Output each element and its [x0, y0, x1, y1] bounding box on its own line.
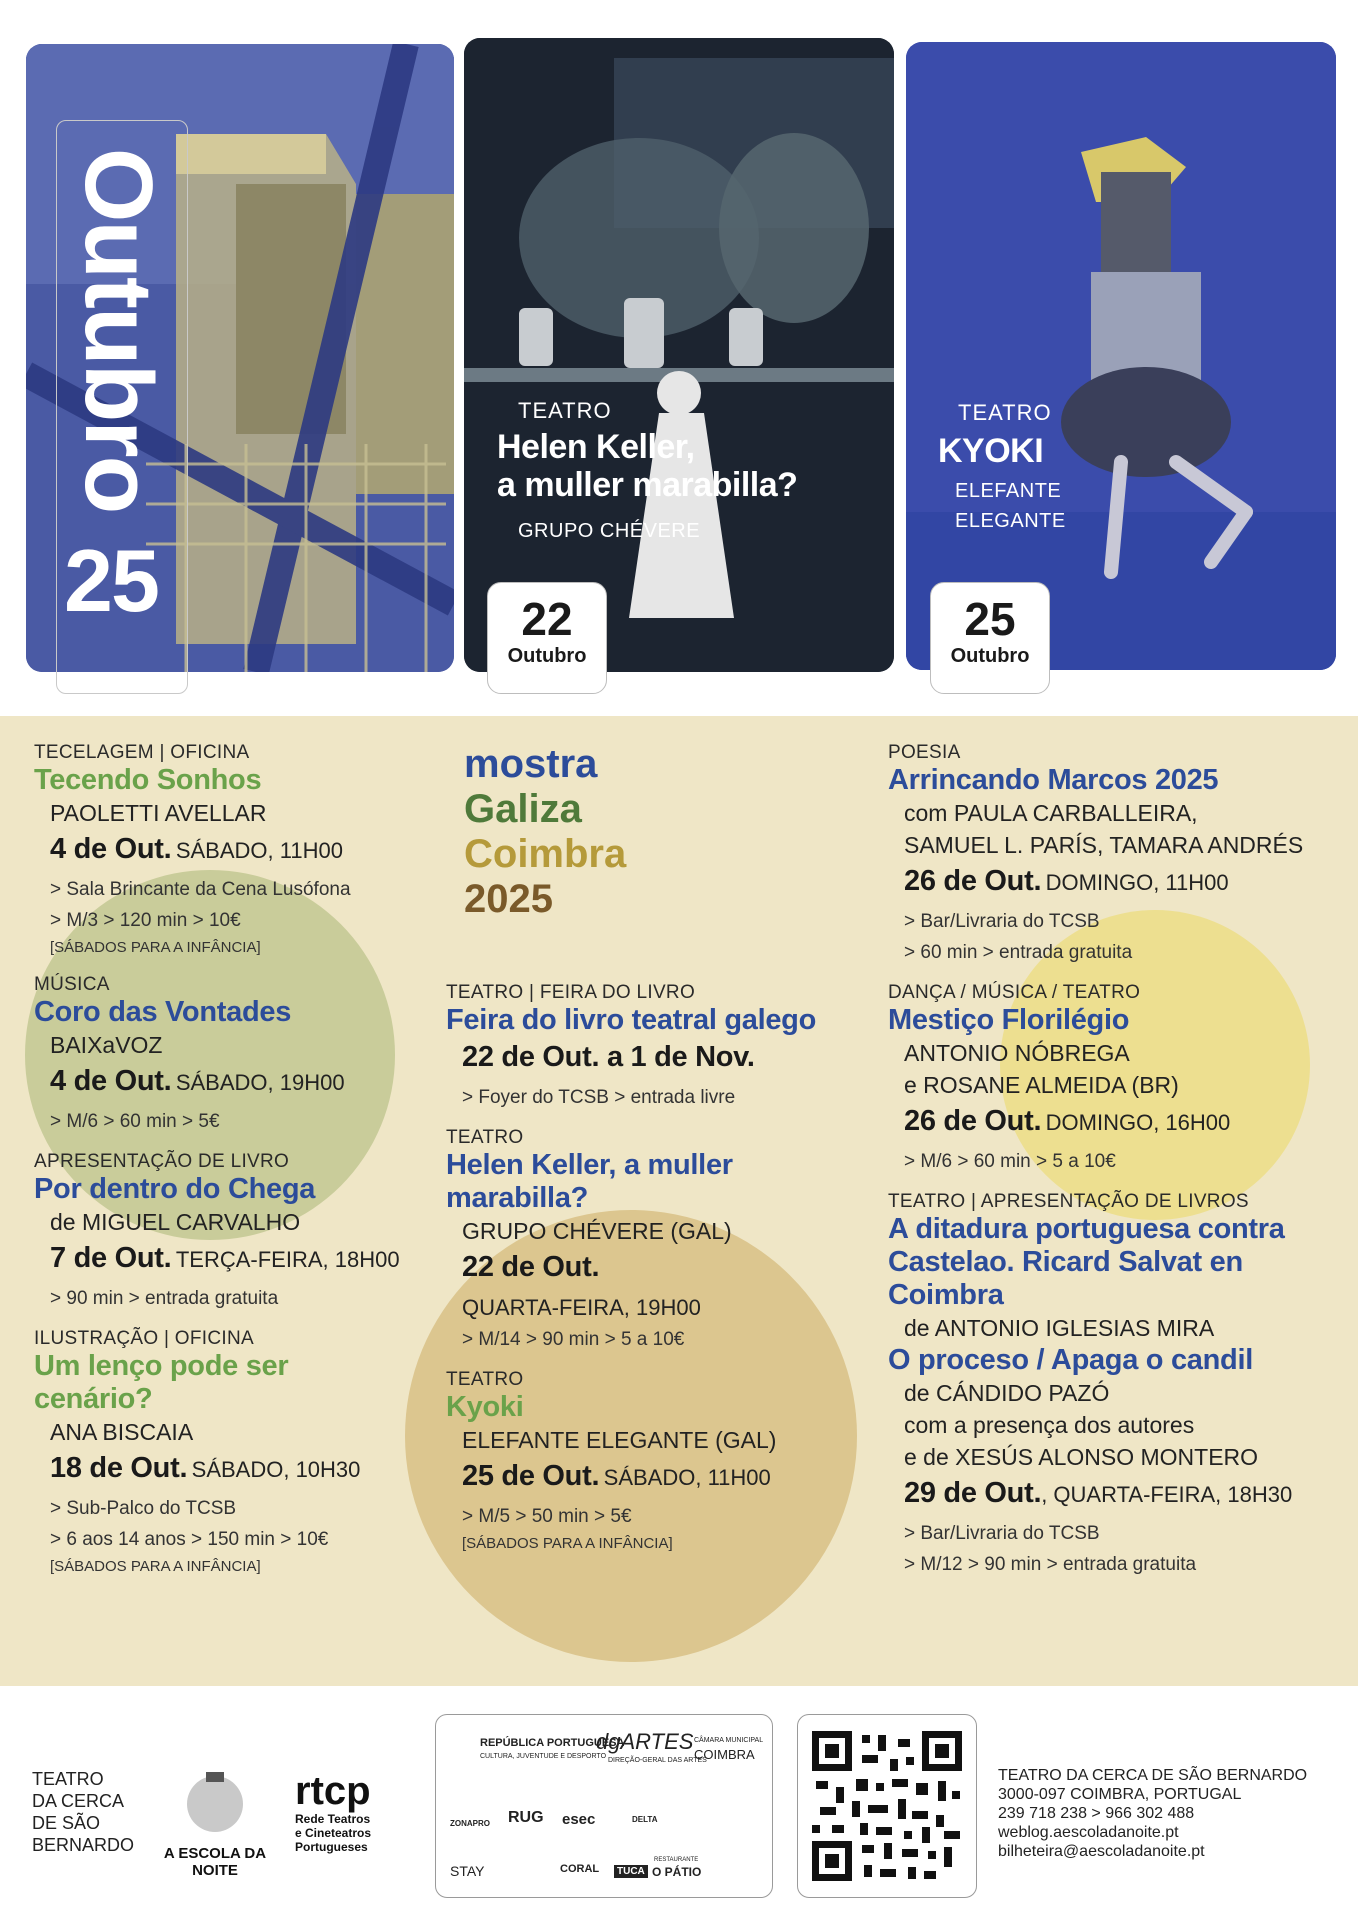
mostra-line1: mostra [464, 742, 598, 786]
event-title-line2: Castelao. Ricard Salvat en [888, 1246, 1243, 1278]
card2-title-line2: a muller marabilla? [497, 466, 798, 504]
event-venue: > Sala Brincante da Cena Lusófona [50, 879, 351, 900]
event-date: 18 de Out. SÁBADO, 10H30 [50, 1452, 361, 1484]
event-title: Por dentro do Chega [34, 1173, 316, 1205]
camara-logo: CÂMARA MUNICIPAL [694, 1737, 764, 1744]
event-details: > 6 aos 14 anos > 150 min > 10€ [50, 1529, 329, 1550]
event-artist: BAIXaVOZ [50, 1032, 163, 1058]
event-details: > M/6 > 60 min > 5 a 10€ [904, 1151, 1116, 1172]
event-um-lenco [34, 1328, 444, 1579]
card3-date-tab [930, 582, 1050, 694]
contact-phone: 239 718 238 > 966 302 488 [998, 1805, 1195, 1822]
event-title-line2: marabilla? [446, 1182, 589, 1214]
helen-keller-photo [464, 38, 894, 672]
event-artist: GRUPO CHÉVERE (GAL) [462, 1218, 732, 1244]
event-category: TEATRO | FEIRA DO LIVRO [446, 982, 696, 1003]
event-details: > 60 min > entrada gratuita [904, 942, 1133, 963]
event-venue: > Bar/Livraria do TCSB [904, 1523, 1100, 1544]
month-number: 25 [64, 531, 158, 630]
event-category: ILUSTRAÇÃO | OFICINA [34, 1328, 254, 1349]
event-category: MÚSICA [34, 974, 110, 995]
stay-logo: STAY [450, 1863, 485, 1879]
event-time: QUARTA-FEIRA, 19H00 [462, 1295, 701, 1320]
card2-day: 22 [521, 593, 573, 645]
event-details: > M/12 > 90 min > entrada gratuita [904, 1554, 1197, 1575]
delta-logo: DELTA [632, 1815, 658, 1824]
event-tecendo-sonhos [34, 742, 444, 960]
event-venue: > Sub-Palco do TCSB [50, 1498, 237, 1519]
event-coro-das-vontades [34, 974, 444, 1137]
card2-title-line1: Helen Keller, [497, 428, 695, 466]
event-feira-do-livro [446, 982, 866, 1113]
event-title: Coro das Vontades [34, 996, 292, 1028]
event-author-1: de ANTONIO IGLESIAS MIRA [904, 1315, 1215, 1341]
event-date: 26 de Out. DOMINGO, 11H00 [904, 865, 1229, 897]
dgartes-logo: dgARTES [596, 1729, 694, 1754]
lightbulb-icon [160, 1768, 270, 1840]
sponsors-box: REPÚBLICA PORTUGUESA CULTURA, JUVENTUDE E DESPORTO dgARTES DIREÇÃO-GERAL DAS ARTES CÂMARA MUNICIPAL COIMBRA ZONAPRO RUG esec DELTA STAY CORAL TUCA RESTAURANTE O PÁTIO [435, 1714, 773, 1898]
mostra-line3: Coimbra [464, 832, 627, 876]
event-category: APRESENTAÇÃO DE LIVRO [34, 1151, 290, 1172]
contact-email[interactable]: bilheteira@aescoladanoite.pt [998, 1843, 1205, 1860]
tuca-logo: TUCA [614, 1865, 648, 1878]
event-artist-line2: SAMUEL L. PARÍS, TAMARA ANDRÉS [904, 832, 1304, 858]
republica-logo: REPÚBLICA PORTUGUESA [480, 1737, 625, 1749]
event-details: > 90 min > entrada gratuita [50, 1288, 279, 1309]
event-title: Arrincando Marcos 2025 [888, 764, 1219, 796]
event-title: Kyoki [446, 1391, 524, 1423]
event-details: > M/3 > 120 min > 10€ [50, 910, 241, 931]
event-details: > M/5 > 50 min > 5€ [462, 1506, 632, 1527]
qr-code-box[interactable] [797, 1714, 977, 1898]
event-artist-line1: ANTONIO NÓBREGA [904, 1040, 1130, 1066]
event-artist: ELEFANTE ELEGANTE (GAL) [462, 1427, 777, 1453]
event-date: 4 de Out. SÁBADO, 19H00 [50, 1065, 345, 1097]
middle-column [446, 968, 866, 1556]
zonapro-logo: ZONAPRO [450, 1819, 490, 1828]
event-artist-line2: e ROSANE ALMEIDA (BR) [904, 1072, 1179, 1098]
card3-genre: TEATRO [958, 400, 1052, 425]
card2-genre: TEATRO [518, 398, 612, 423]
event-date: 4 de Out. SÁBADO, 11H00 [50, 833, 343, 865]
tcsb-logo-text: TEATRO DA CERCA DE SÃO BERNARDO [32, 1769, 135, 1855]
mostra-heading [464, 742, 626, 922]
contact-address: 3000-097 COIMBRA, PORTUGAL [998, 1786, 1242, 1803]
event-date: 25 de Out. SÁBADO, 11H00 [462, 1460, 771, 1492]
event-note: [SÁBADOS PARA A INFÂNCIA] [50, 939, 261, 956]
poster-card-kyoki [906, 42, 1336, 670]
event-category: POESIA [888, 742, 961, 763]
card3-company-line1: ELEFANTE [955, 480, 1062, 502]
event-arrincando-marcos [888, 742, 1338, 968]
event-title: Tecendo Sonhos [34, 764, 262, 796]
event-details: > M/14 > 90 min > 5 a 10€ [462, 1329, 685, 1350]
month-vertical-title: Outubro [65, 147, 172, 513]
event-category: TEATRO [446, 1369, 524, 1390]
event-ditadura-castelao [888, 1191, 1338, 1580]
mostra-line4: 2025 [464, 877, 553, 921]
rtcp-logo: rtcp Rede Teatros e Cineteatros Portugueses [295, 1769, 372, 1854]
card3-title: KYOKI [938, 432, 1044, 470]
event-date: 22 de Out. [462, 1251, 600, 1283]
event-details: > Foyer do TCSB > entrada livre [462, 1087, 736, 1108]
event-date: 7 de Out. TERÇA-FEIRA, 18H00 [50, 1242, 400, 1274]
card3-month: Outubro [950, 645, 1030, 667]
right-column [888, 728, 1338, 1580]
event-category: TECELAGEM | OFICINA [34, 742, 250, 763]
card3-day: 25 [964, 593, 1016, 645]
event-title-2: O proceso / Apaga o candil [888, 1344, 1253, 1376]
event-title: Feira do livro teatral galego [446, 1004, 817, 1036]
event-artist-line1: com PAULA CARBALLEIRA, [904, 800, 1198, 826]
event-kyoki [446, 1369, 866, 1556]
event-artist: de MIGUEL CARVALHO [50, 1209, 301, 1235]
esec-logo: esec [562, 1811, 596, 1828]
patio-logo: O PÁTIO [652, 1865, 702, 1879]
event-category: DANÇA / MÚSICA / TEATRO [888, 982, 1141, 1003]
event-date: 26 de Out. DOMINGO, 16H00 [904, 1105, 1231, 1137]
event-category: TEATRO [446, 1127, 524, 1148]
event-date: 22 de Out. a 1 de Nov. [462, 1041, 755, 1073]
left-column [34, 728, 444, 1579]
event-title-line1: Um lenço pode ser [34, 1350, 289, 1382]
event-title: Mestiço Florilégio [888, 1004, 1130, 1036]
card2-month: Outubro [507, 645, 587, 667]
contact-block [998, 1766, 1307, 1861]
event-title-line1: A ditadura portuguesa contra [888, 1213, 1285, 1245]
event-por-dentro-do-chega [34, 1151, 444, 1314]
event-presence-line1: com a presença dos autores [904, 1412, 1195, 1438]
event-note: [SÁBADOS PARA A INFÂNCIA] [462, 1535, 673, 1552]
contact-name: TEATRO DA CERCA DE SÃO BERNARDO [998, 1767, 1308, 1784]
rug-logo: RUG [508, 1809, 544, 1826]
event-artist: PAOLETTI AVELLAR [50, 800, 267, 826]
card2-company: GRUPO CHÉVERE [518, 520, 701, 542]
event-details: > M/6 > 60 min > 5€ [50, 1111, 220, 1132]
escola-da-noite-logo: A ESCOLA DA NOITE [160, 1768, 270, 1868]
poster-card-helen-keller [464, 38, 894, 672]
card2-date-tab [487, 582, 607, 694]
event-artist: ANA BISCAIA [50, 1419, 194, 1445]
event-title-line2: cenário? [34, 1383, 153, 1415]
coral-logo: CORAL [560, 1863, 600, 1875]
event-helen-keller [446, 1127, 866, 1355]
kyoki-photo [906, 42, 1336, 670]
event-category: TEATRO | APRESENTAÇÃO DE LIVROS [888, 1191, 1249, 1212]
event-title-line3: Coimbra [888, 1279, 1004, 1311]
contact-website[interactable]: weblog.aescoladanoite.pt [998, 1824, 1179, 1841]
event-author-2: de CÁNDIDO PAZÓ [904, 1380, 1110, 1406]
event-mestico-florilegio [888, 982, 1338, 1177]
event-venue: > Bar/Livraria do TCSB [904, 911, 1100, 932]
mostra-line2: Galiza [464, 787, 582, 831]
event-presence-line2: e de XESÚS ALONSO MONTERO [904, 1444, 1259, 1470]
card3-company-line2: ELEGANTE [955, 510, 1066, 532]
qr-code-icon [812, 1731, 962, 1881]
event-title-line1: Helen Keller, a muller [446, 1149, 733, 1181]
event-date: 29 de Out., QUARTA-FEIRA, 18H30 [904, 1477, 1293, 1509]
event-note: [SÁBADOS PARA A INFÂNCIA] [50, 1558, 261, 1575]
